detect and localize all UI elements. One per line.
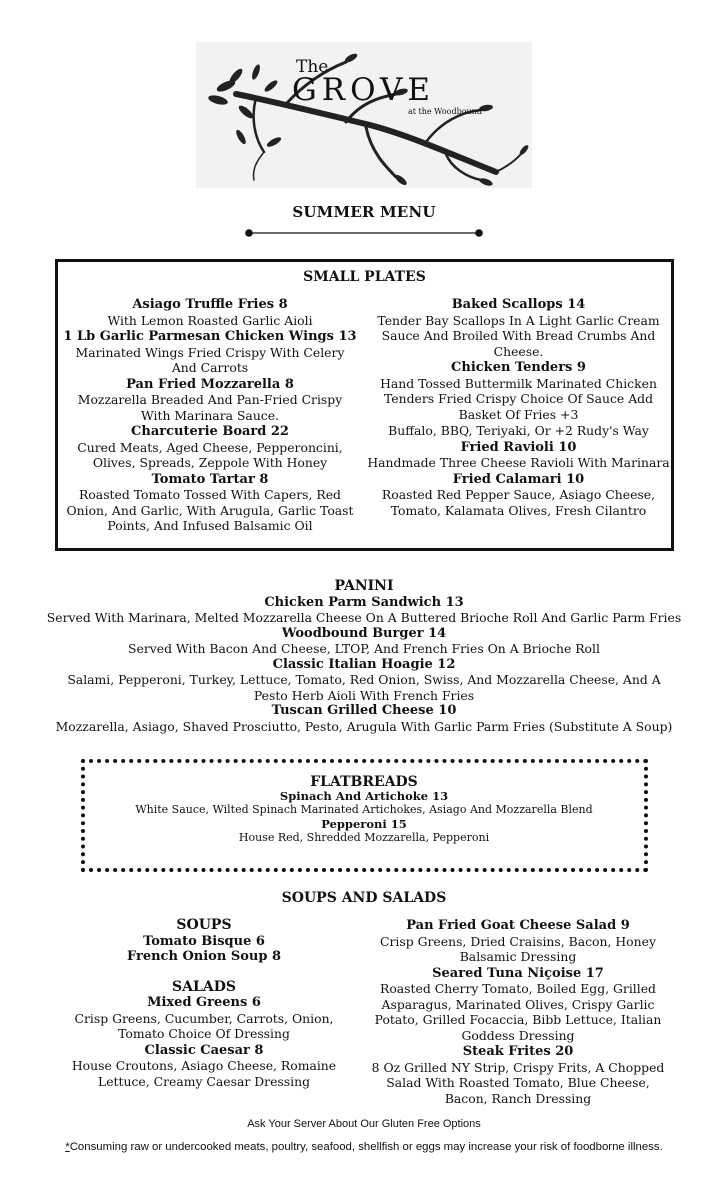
item-desc: With Lemon Roasted Garlic Aioli [107, 312, 313, 328]
salads-title: SALADS [172, 978, 236, 995]
item-name: Asiago Truffle Fries 8 [132, 297, 288, 312]
item-desc: Roasted Cherry Tomato, Boiled Egg, Grilled Asparagus, Marinated Olives, Crispy Garlic Potato, Grilled Focaccia, Bibb Lettuce, Italian Goddess Dressing [374, 981, 662, 1043]
item-name: Charcuterie Board 22 [131, 424, 289, 439]
small-plates-title: SMALL PLATES [303, 269, 426, 285]
soups-salads-columns [60, 918, 668, 1107]
item-name: Baked Scallops 14 [451, 297, 586, 312]
item-desc: Roasted Red Pepper Sauce, Asiago Cheese, Tomato, Kalamata Olives, Fresh Cilantro [381, 487, 656, 518]
item-name: Classic Italian Hoagie 12 [272, 656, 456, 672]
item-name: Chicken Parm Sandwich 13 [264, 594, 464, 610]
item-desc: Salami, Pepperoni, Turkey, Lettuce, Tomato, Red Onion, Swiss, And Mozzarella Cheese, And A Pesto Herb Aioli With French Fries [67, 672, 661, 703]
panini-section [0, 579, 728, 734]
item-name: Fried Calamari 10 [452, 471, 585, 487]
item-desc: Roasted Tomato Tossed With Capers, Red Onion, And Garlic, With Arugula, Garlic Toast Points, And Infused Balsamic Oil [66, 487, 354, 533]
item-name: Pepperoni 15 [321, 817, 407, 831]
item-desc: Crisp Greens, Dried Craisins, Bacon, Honey Balsamic Dressing [380, 933, 656, 964]
svg-text:GROVE: GROVE [292, 72, 435, 108]
logo [196, 42, 532, 188]
item-name: Seared Tuna Niçoise 17 [432, 965, 604, 981]
item-name: Mixed Greens 6 [147, 995, 261, 1010]
item-desc: 8 Oz Grilled NY Strip, Crispy Frits, A Chopped Salad With Roasted Tomato, Blue Cheese, Bacon, Ranch Dressing [371, 1059, 665, 1106]
item-name: Tomato Bisque 6 [143, 933, 265, 949]
item-name: Classic Caesar 8 [144, 1042, 264, 1058]
food-safety-warning [0, 1141, 728, 1153]
item-extra: Buffalo, BBQ, Teriyaki, Or +2 Rudy's Way [388, 423, 649, 438]
item-name: Chicken Tenders 9 [451, 360, 586, 375]
small-plates-left [60, 297, 360, 535]
soups-salads-left [60, 918, 348, 1107]
item-name: Pan Fried Goat Cheese Salad 9 [406, 918, 630, 933]
divider-line [245, 229, 483, 237]
item-desc: Marinated Wings Fried Crispy With Celery And Carrots [75, 344, 345, 375]
flatbreads-title: FLATBREADS [310, 774, 418, 790]
item-name: French Onion Soup 8 [126, 949, 281, 964]
item-desc: Served With Marinara, Melted Mozzarella Cheese On A Buttered Brioche Roll And Garlic Parm Fries [46, 610, 682, 625]
warning-text: Consuming raw or undercooked meats, poultry, seafood, shellfish or eggs may increase your risk of foodborne illness. [69, 1141, 663, 1153]
item-name: Fried Ravioli 10 [460, 439, 577, 455]
item-desc: Tender Bay Scallops In A Light Garlic Cream Sauce And Broiled With Bread Crumbs And Cheese. [377, 312, 660, 359]
item-desc: House Red, Shredded Mozzarella, Pepperoni [238, 831, 490, 844]
item-desc: Cured Meats, Aged Cheese, Pepperoncini, Olives, Spreads, Zeppole With Honey [77, 439, 343, 470]
flatbreads-section [0, 775, 728, 845]
item-desc: Served With Bacon And Cheese, LTOP, And French Fries On A Brioche Roll [128, 641, 600, 656]
item-name: Tuscan Grilled Cheese 10 [271, 703, 457, 718]
item-name: Pan Fried Mozzarella 8 [126, 376, 294, 392]
item-name: Spinach And Artichoke 13 [279, 789, 449, 803]
menu-title: SUMMER MENU [292, 203, 436, 221]
item-name: Tomato Tartar 8 [151, 471, 269, 487]
item-name: Steak Frites 20 [462, 1044, 574, 1059]
svg-text:at the Woodbound: at the Woodbound [408, 107, 482, 116]
item-desc: Crisp Greens, Cucumber, Carrots, Onion, Tomato Choice Of Dressing [74, 1010, 334, 1041]
asterisk: * [65, 1141, 70, 1153]
svg-text:The: The [296, 57, 329, 77]
item-name: 1 Lb Garlic Parmesan Chicken Wings 13 [63, 329, 357, 344]
item-desc: White Sauce, Wilted Spinach Marinated Artichokes, Asiago And Mozzarella Blend [135, 803, 593, 816]
item-desc: House Croutons, Asiago Cheese, Romaine Lettuce, Creamy Caesar Dressing [71, 1058, 337, 1089]
item-desc: Mozzarella Breaded And Pan-Fried Crispy With Marinara Sauce. [77, 392, 343, 423]
small-plates-columns [60, 297, 671, 535]
gluten-free-note: Ask Your Server About Our Gluten Free Options [247, 1118, 481, 1130]
item-name: Woodbound Burger 14 [281, 625, 447, 641]
item-desc: Handmade Three Cheese Ravioli With Marinara [367, 455, 670, 470]
item-desc: Hand Tossed Buttermilk Marinated Chicken Tenders Fried Crispy Choice Of Sauce Add Basket Of Fries +3 [380, 375, 657, 422]
item-desc: Mozzarella, Asiago, Shaved Prosciutto, Pesto, Arugula With Garlic Parm Fries (Substitute A Soup) [55, 718, 673, 734]
soups-salads-title: SOUPS AND SALADS [281, 890, 447, 906]
panini-title: PANINI [334, 578, 394, 594]
soups-salads-right [368, 918, 668, 1107]
soups-title: SOUPS [176, 917, 232, 933]
small-plates-right [366, 297, 671, 535]
tree-branch-logo [196, 42, 532, 188]
